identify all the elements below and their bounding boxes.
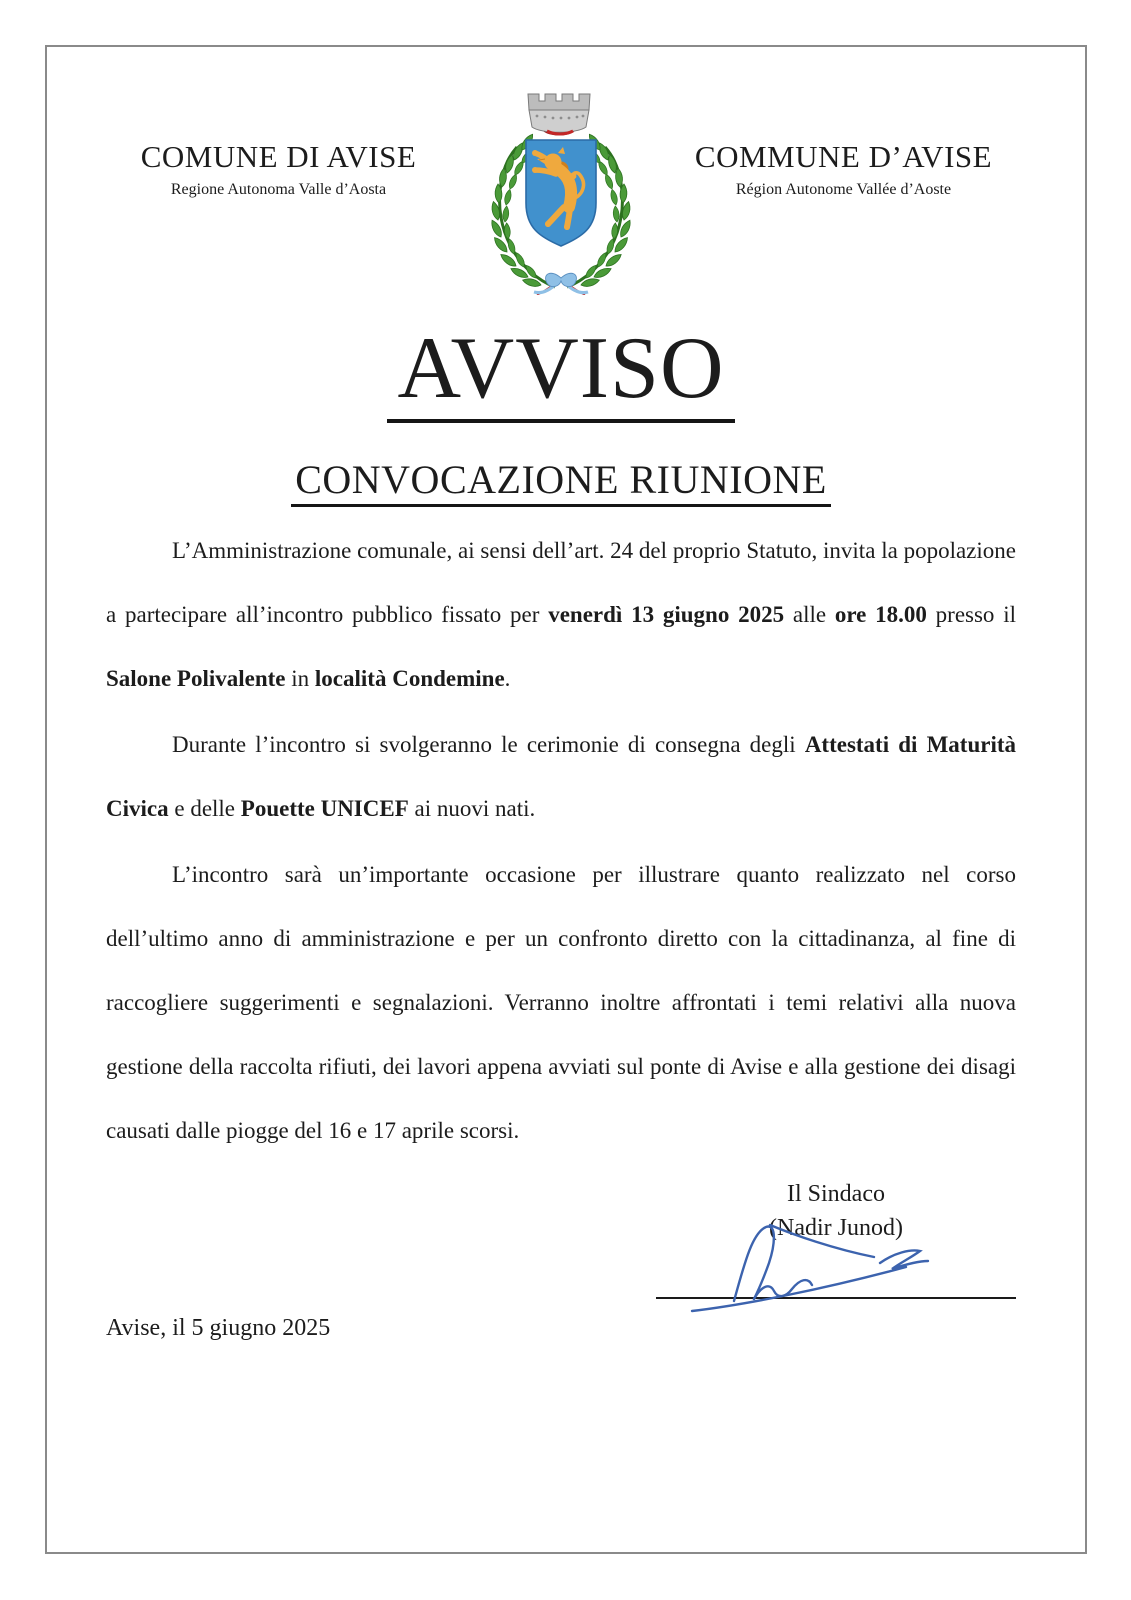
mural-crown (528, 94, 590, 135)
region-name-it: Regione Autonoma Valle d’Aosta (170, 181, 387, 198)
text-run: Durante l’incontro si svolgeranno le cerimonie di consegna degli (172, 731, 805, 757)
letterhead-french (641, 85, 1016, 199)
text-run: presso il (926, 601, 1016, 627)
place-and-date: Avise, il 5 giugno 2025 (106, 1314, 331, 1341)
text-run: ai nuovi nati. (408, 795, 536, 821)
signature-line (656, 1245, 1016, 1299)
commune-name-fr: COMMUNE D’AVISE (694, 139, 993, 174)
commune-name-it: COMUNE DI AVISE (140, 139, 417, 174)
text-run: L’incontro sarà un’importante occasione per illustrare quanto realizzato nel corso dell’ultimo anno di amministrazione e per un confronto diretto con la cittadinanza, al fine di raccogliere suggerimenti e segnalazioni. Verranno inoltre affrontati i temi relativi alla nuova gestione della raccolta rifiuti, dei lavori appena avviati sul ponte di Avise e alla gestione dei disagi causati dalle piogge del 16 e 17 aprile scorsi. (106, 861, 1016, 1143)
avise-coat-of-arms-icon (481, 85, 641, 295)
paragraph (106, 713, 1016, 841)
ribbon-bow (534, 273, 588, 295)
page-content (47, 47, 1085, 1552)
paragraph (106, 519, 1016, 711)
text-run: . (504, 665, 511, 691)
document-body (106, 519, 1016, 1163)
paragraph (106, 843, 1016, 1163)
bold-text-run: venerdì 13 giugno 2025 (548, 601, 785, 627)
text-run: e delle (168, 795, 241, 821)
notice-subtitle: CONVOCAZIONE RIUNIONE (291, 459, 831, 507)
page-border-frame (45, 45, 1087, 1554)
letterhead-italian (106, 85, 481, 199)
letterhead (106, 85, 1016, 299)
text-run: alle (784, 601, 835, 627)
bold-text-run: ore 18.00 (834, 601, 927, 627)
signatory-role: Il Sindaco (787, 1180, 885, 1207)
bold-text-run: Attestati di Maturità Civica (106, 731, 1016, 821)
region-name-fr: Région Autonome Vallée d’Aoste (735, 181, 952, 198)
signatory-name: (Nadir Junod) (769, 1214, 903, 1241)
signature-block (656, 1177, 1016, 1299)
notice-title: AVVISO (387, 327, 734, 423)
text-run: L’Amministrazione comunale, ai sensi dell’art. 24 del proprio Statuto, invita la popolazione a partecipare all’incontro pubblico fissato per (106, 537, 1016, 627)
bold-text-run: Pouette UNICEF (240, 795, 409, 821)
text-run: in (285, 665, 315, 691)
bold-text-run: Salone Polivalente (106, 665, 286, 691)
signature-ink-icon (674, 1205, 974, 1315)
bold-text-run: località Condemine (314, 665, 505, 691)
